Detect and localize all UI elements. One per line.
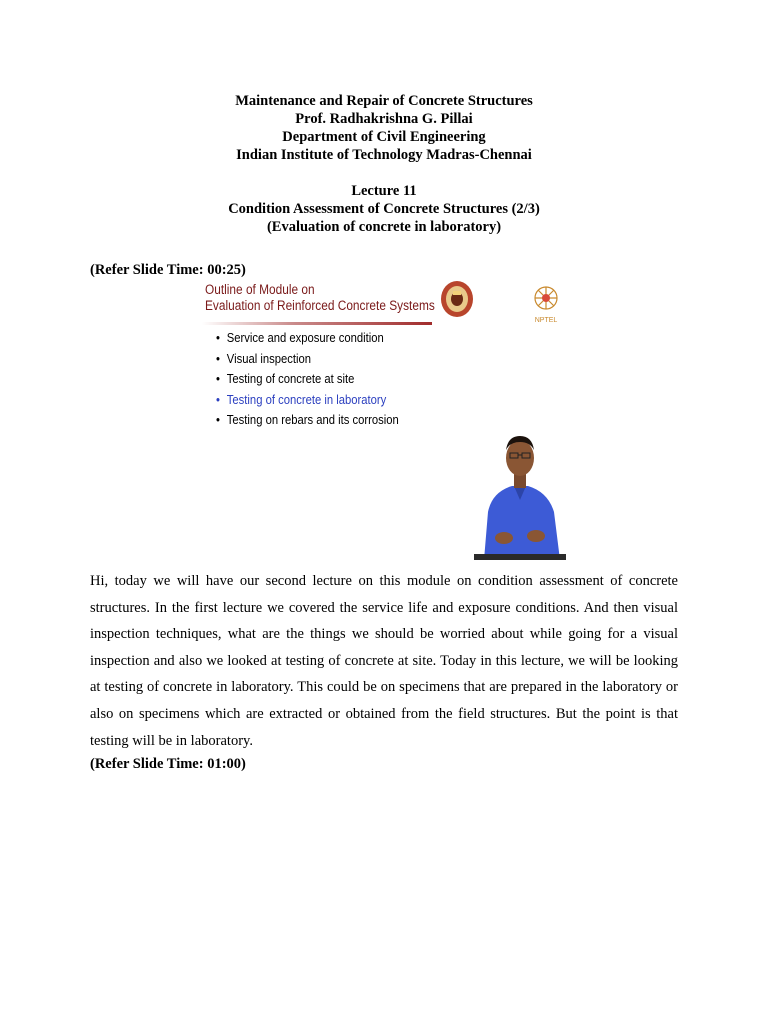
slide-title-line-1: Outline of Module on	[205, 282, 315, 297]
slide-title	[205, 282, 435, 314]
presenter-image	[474, 420, 566, 560]
lecture-slide-image	[202, 278, 566, 560]
department-name: Department of Civil Engineering	[282, 129, 486, 145]
slide-bullet: • Service and exposure condition	[216, 331, 384, 345]
course-title: Maintenance and Repair of Concrete Structures	[235, 93, 533, 109]
slide-title-line-2: Evaluation of Reinforced Concrete Systems	[205, 298, 435, 313]
institute-name: Indian Institute of Technology Madras-Chennai	[236, 147, 532, 163]
lecture-paragraph: Hi, today we will have our second lecture on this module on condition assessment of concrete structures. In the first lecture we covered the service life and exposure conditions. And then visual inspection techniques, what are the things we should be worried about while going for a visual inspection and also we looked at testing of concrete at site. Today in this lecture, we will be looking at testing of concrete in laboratory. This could be on specimens that are prepared in the laboratory or also on specimens which are extracted or obtained from the field structures. But the point is that testing will be in laboratory.	[90, 573, 678, 749]
refer-slide-time-2: (Refer Slide Time: 01:00)	[90, 756, 246, 772]
slide-title-underline	[202, 322, 432, 325]
document-header	[0, 92, 768, 236]
lecture-title: Condition Assessment of Concrete Structures (2/3)	[228, 201, 540, 217]
slide-bullet: • Visual inspection	[216, 351, 312, 366]
slide-bullet-active: • Testing of concrete in laboratory	[216, 392, 387, 407]
professor-name: Prof. Radhakrishna G. Pillai	[295, 111, 473, 127]
slide-bullet-list	[216, 328, 419, 431]
slide-bullet: • Testing of concrete at site	[216, 372, 355, 387]
nptel-logo-text: NPTEL	[534, 317, 558, 324]
refer-slide-time-1: (Refer Slide Time: 00:25)	[90, 262, 246, 278]
iitm-logo-icon	[440, 280, 474, 318]
lecture-number: Lecture 11	[351, 183, 417, 199]
lecture-subtitle: (Evaluation of concrete in laboratory)	[266, 219, 502, 235]
nptel-logo-icon	[532, 284, 560, 326]
slide-bullet: • Testing on rebars and its corrosion	[216, 413, 399, 428]
